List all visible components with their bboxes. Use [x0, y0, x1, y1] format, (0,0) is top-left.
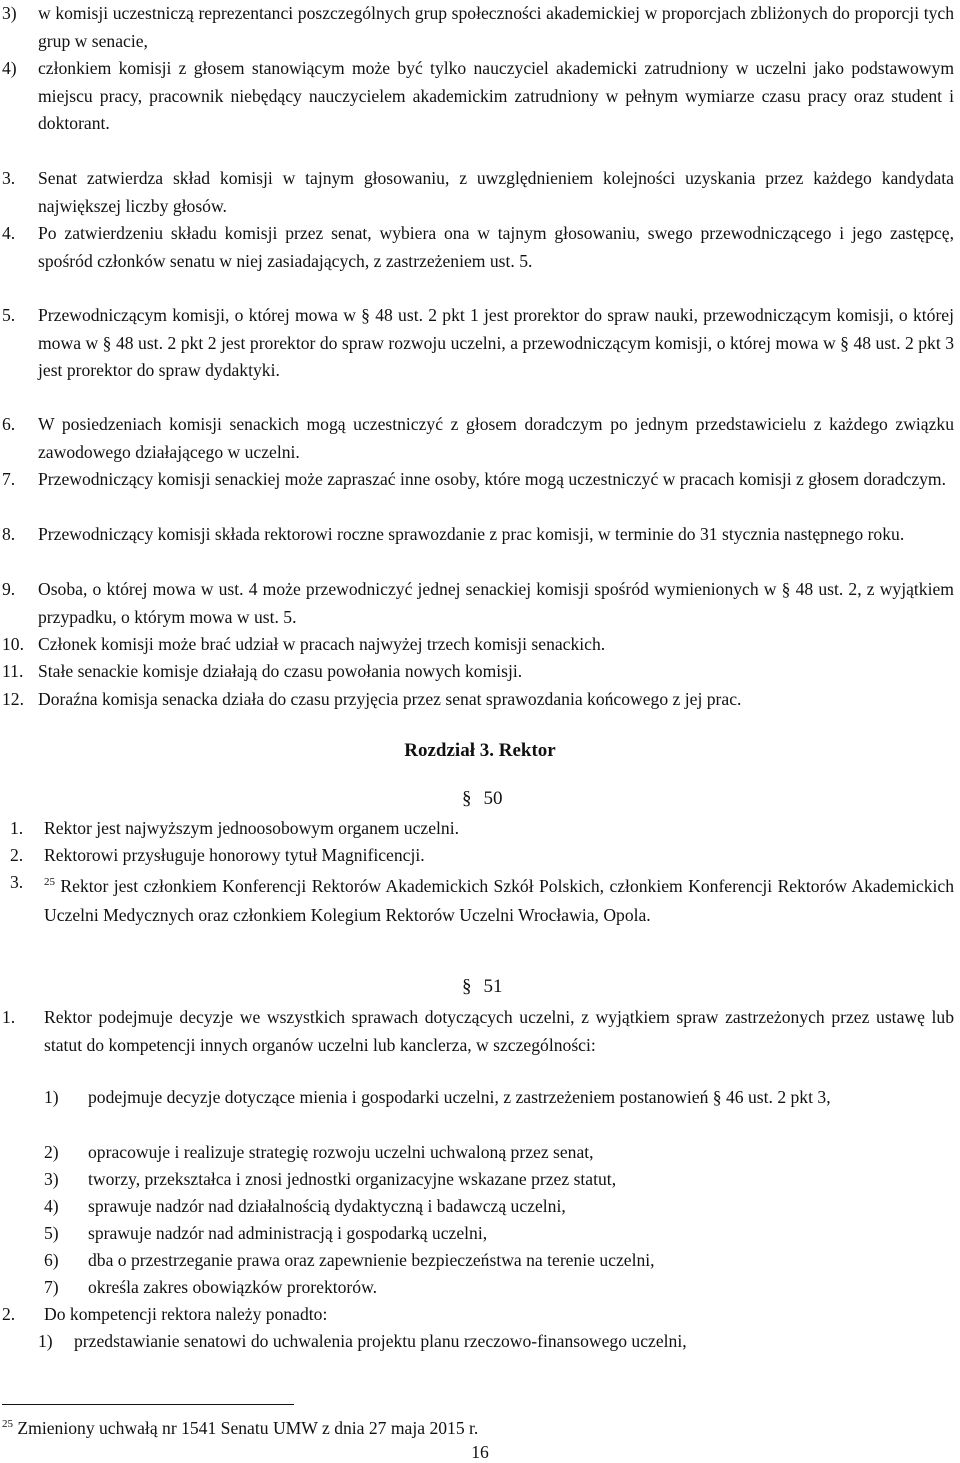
list-item [44, 1139, 954, 1167]
item-text: członkiem komisji z głosem stanowiącym może być tylko nauczyciel akademicki zatrudniony w uczelni jako podstawowym miejscu pracy, pracownik niebędący nauczycielem akademickim zatrudniony w pełnym wymiarze czasu pracy oraz student i doktorant. [38, 58, 954, 134]
paragraph-text: Osoba, o której mowa w ust. 4 może przewodniczyć jednej senackiej komisji spośród wymienionych w § 48 ust. 2, z wyjątkiem przypadku, o którym mowa w ust. 5. [38, 579, 954, 627]
section-symbol: § [462, 976, 472, 997]
item-number: 6) [44, 1250, 59, 1270]
list-item [2, 55, 954, 138]
paragraph-item [2, 521, 954, 549]
paragraph-text: Doraźna komisja senacka działa do czasu przyjęcia przez senat sprawozdania końcowego z jej prac. [38, 689, 742, 709]
paragraph-number: 2. [2, 1304, 16, 1324]
list-item [44, 1247, 954, 1275]
item-text: określa zakres obowiązków prorektorów. [88, 1277, 378, 1297]
section-number: 51 [483, 976, 503, 997]
section-symbol: § [462, 788, 472, 809]
paragraph-item [2, 466, 954, 494]
item-text: sprawuje nadzór nad działalnością dydaktyczną i badawczą uczelni, [88, 1196, 566, 1216]
paragraph-text: Rektor jest członkiem Konferencji Rektorów Akademickich Szkół Polskich, członkiem Konferencji Rektorów Akademickich Uczelni Medycznych oraz członkiem Kolegium Rektorów Uczelni Wrocławia, Opola. [44, 875, 954, 925]
paragraph-item [2, 302, 954, 385]
chapter-title: Rozdział 3. Rektor [404, 740, 556, 761]
paragraph-number: 12. [2, 689, 24, 709]
paragraph-text: Do kompetencji rektora należy ponadto: [44, 1304, 328, 1324]
paragraph-number: 1. [10, 818, 24, 838]
list-item [44, 1274, 954, 1302]
list-item [38, 1328, 954, 1356]
paragraph-item [2, 1301, 954, 1329]
footnote-text: Zmieniony uchwałą nr 1541 Senatu UMW z dnia 27 maja 2015 r. [17, 1418, 479, 1438]
paragraph-text: Stałe senackie komisje działają do czasu powołania nowych komisji. [38, 661, 523, 681]
item-text: podejmuje decyzje dotyczące mienia i gospodarki uczelni, z zastrzeżeniem postanowień § 46 ust. 2 pkt 3, [88, 1087, 831, 1107]
paragraph-number: 3. [10, 872, 24, 892]
item-number: 1) [38, 1331, 53, 1351]
paragraph-text: Senat zatwierdza skład komisji w tajnym głosowaniu, z uwzględnieniem kolejności uzyskania przez każdego kandydata największej liczby głosów. [38, 168, 954, 216]
item-number: 5) [44, 1223, 59, 1243]
section-number: 50 [483, 788, 503, 809]
item-number: 3) [2, 3, 17, 23]
item-text: w komisji uczestniczą reprezentanci poszczególnych grup społeczności akademickiej w proporcjach zbliżonych do proporcji tych grup w senacie, [38, 3, 954, 51]
paragraph-item [10, 815, 954, 843]
paragraph-text: W posiedzeniach komisji senackich mogą uczestniczyć z głosem doradczym po jednym przedstawicielu z każdego związku zawodowego działającego w uczelni. [38, 414, 954, 462]
paragraph-item [2, 631, 954, 659]
item-text: tworzy, przekształca i znosi jednostki organizacyjne wskazane przez statut, [88, 1169, 617, 1189]
item-text: opracowuje i realizuje strategię rozwoju uczelni uchwaloną przez senat, [88, 1142, 594, 1162]
paragraph-item [2, 576, 954, 631]
section-heading-51 [462, 976, 503, 998]
list-item [2, 0, 954, 55]
paragraph-number: 2. [10, 845, 24, 865]
paragraph-text: Rektorowi przysługuje honorowy tytuł Magnificencji. [44, 845, 425, 865]
paragraph-text: Rektor podejmuje decyzje we wszystkich sprawach dotyczących uczelni, z wyjątkiem spraw zastrzeżonych przez ustawę lub statut do kompetencji innych organów uczelni lub kanclerza, w szczególności: [44, 1007, 954, 1055]
item-number: 7) [44, 1277, 59, 1297]
item-number: 4) [2, 58, 17, 78]
item-text: sprawuje nadzór nad administracją i gospodarką uczelni, [88, 1223, 488, 1243]
item-number: 3) [44, 1169, 59, 1189]
paragraph-number: 10. [2, 634, 24, 654]
footnote [2, 1418, 478, 1439]
paragraph-number: 5. [2, 305, 16, 325]
paragraph-number: 11. [2, 661, 24, 681]
item-text: dba o przestrzeganie prawa oraz zapewnienie bezpieczeństwa na terenie uczelni, [88, 1250, 655, 1270]
paragraph-number: 7. [2, 469, 16, 489]
paragraph-item [10, 868, 954, 930]
item-number: 4) [44, 1196, 59, 1216]
section-heading-50 [462, 788, 503, 810]
paragraph-text: Po zatwierdzeniu składu komisji przez senat, wybiera ona w tajnym głosowaniu, swego przewodniczącego i jego zastępcę, spośród członków senatu w niej zasiadających, z zastrzeżeniem ust. 5. [38, 223, 954, 271]
footnote-mark: 25 [2, 1418, 13, 1431]
paragraph-item [2, 686, 954, 714]
paragraph-number: 1. [2, 1007, 16, 1027]
paragraph-number: 6. [2, 414, 16, 434]
list-item [44, 1193, 954, 1221]
paragraph-text: Przewodniczącym komisji, o której mowa w § 48 ust. 2 pkt 1 jest prorektor do spraw nauki, przewodniczącym komisji, o której mowa w § 48 ust. 2 pkt 2 jest prorektor do spraw rozwoju uczelni, a przewodniczącym komisji, o której mowa w § 48 ust. 2 pkt 3 jest prorektor do spraw dydaktyki. [38, 305, 954, 381]
paragraph-item [2, 165, 954, 220]
item-number: 2) [44, 1142, 59, 1162]
paragraph-number: 9. [2, 579, 16, 599]
paragraph-item [2, 658, 954, 686]
list-item [44, 1220, 954, 1248]
paragraph-item [2, 220, 954, 275]
paragraph-text: Członek komisji może brać udział w pracach najwyżej trzech komisji senackich. [38, 634, 606, 654]
footnote-reference: 25 [44, 876, 55, 888]
paragraph-item [2, 411, 954, 466]
list-item [44, 1166, 954, 1194]
footnote-separator [2, 1404, 294, 1405]
paragraph-text: Rektor jest najwyższym jednoosobowym organem uczelni. [44, 818, 459, 838]
item-number: 1) [44, 1087, 59, 1107]
paragraph-number: 3. [2, 168, 16, 188]
list-item [44, 1084, 954, 1112]
item-text: przedstawianie senatowi do uchwalenia projektu planu rzeczowo-finansowego uczelni, [74, 1331, 687, 1351]
paragraph-number: 8. [2, 524, 16, 544]
page-number: 16 [471, 1442, 489, 1462]
paragraph-number: 4. [2, 223, 16, 243]
paragraph-text: Przewodniczący komisji senackiej może zapraszać inne osoby, które mogą uczestniczyć w pracach komisji z głosem doradczym. [38, 469, 947, 489]
paragraph-item [10, 842, 954, 870]
paragraph-item [2, 1004, 954, 1059]
paragraph-text: Przewodniczący komisji składa rektorowi roczne sprawozdanie z prac komisji, w terminie do 31 stycznia następnego roku. [38, 524, 905, 544]
